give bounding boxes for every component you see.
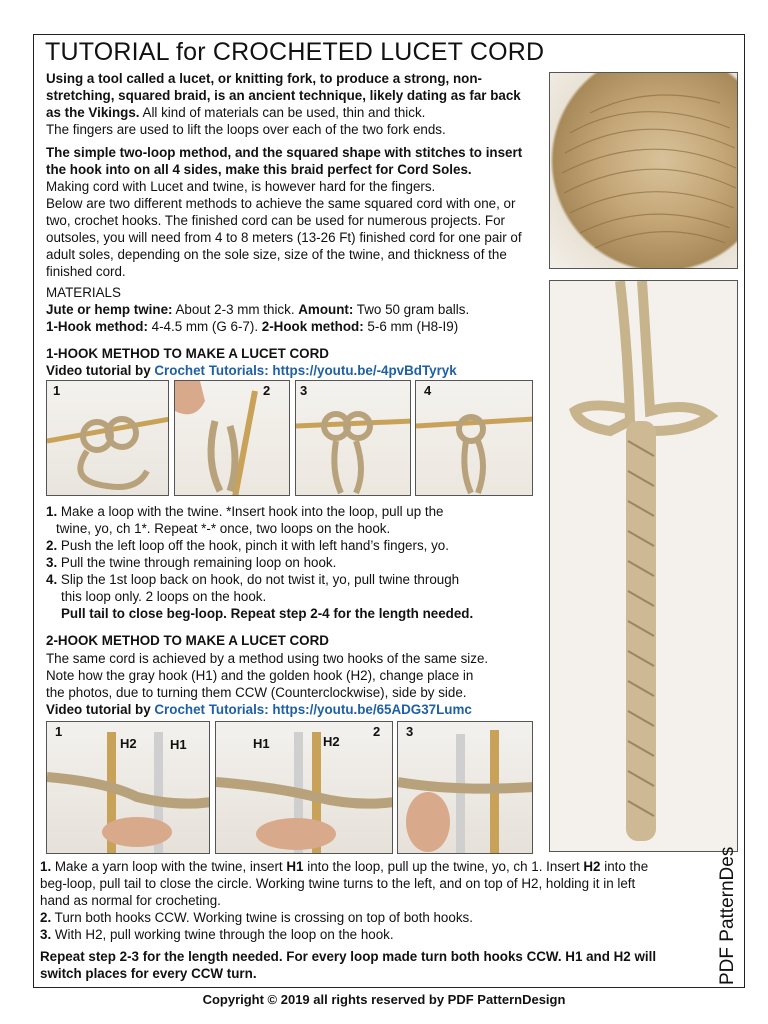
method1-photo-3: 3: [295, 380, 411, 496]
method1-photo-1: 1: [46, 380, 169, 496]
soles-rest2: Below are two different methods to achieve the same squared cord with one, or two, crochet hooks. The finished cord can be used for numerous projects. For outsoles, you will need from 4 to 8 meters (13-26 Ft) finished cord for one pair of adult soles, depending on the sole size, size of the twine, and thickness of the finished cord.: [46, 196, 522, 279]
soles-paragraph: [46, 144, 538, 280]
copyright-notice: Copyright © 2019 all rights reserved by PDF PatternDesign: [202, 992, 566, 1007]
method1-step-4: 4. Slip the 1st loop back on hook, do not twist it, yo, pull twine through: [46, 572, 460, 587]
method2-photo-2: 2 H1 H2: [215, 721, 393, 854]
method1-step-5: Pull tail to close beg-loop. Repeat step 2-4 for the length needed.: [61, 606, 474, 621]
method1-heading: 1-HOOK METHOD TO MAKE A LUCET CORD: [46, 346, 329, 361]
method2-step-2: 2. Turn both hooks CCW. Working twine is crossing on top of both hooks.: [40, 910, 473, 925]
method2-repeat-2: switch places for every CCW turn.: [40, 966, 257, 981]
method1-step-3: 3. Pull the twine through remaining loop on hook.: [46, 555, 337, 570]
method1-video-link[interactable]: Crochet Tutorials: https://youtu.be/-4pvBdTyryk: [154, 363, 457, 378]
method1-photo-2: 2: [174, 380, 290, 496]
soles-rest: Making cord with Lucet and twine, is however hard for the fingers.: [46, 179, 436, 194]
method1-step-1b: twine, yo, ch 1*. Repeat *-* once, two loops on the hook.: [56, 521, 391, 536]
method2-step-1-cont2: hand as normal for crocheting.: [40, 893, 221, 908]
method2-photo-1: 1 H2 H1: [46, 721, 210, 854]
method2-step-1-cont: beg-loop, pull tail to close the circle. Working twine turns to the left, and on top of H2, holding it in left: [40, 876, 636, 891]
method1-step-2: 2. Push the left loop off the hook, pinch it with left hand’s fingers, yo.: [46, 538, 449, 553]
materials-block: [46, 284, 546, 335]
intro-rest: All kind of materials can be used, thin and thick.: [139, 105, 426, 120]
materials-line-twine: Jute or hemp twine: About 2-3 mm thick. Amount: Two 50 gram balls.: [46, 302, 470, 317]
method1-step-4b: this loop only. 2 loops on the hook.: [61, 589, 267, 604]
materials-heading: MATERIALS: [46, 285, 121, 300]
intro-bold: Using a tool called a lucet, or knitting fork, to produce a strong, non-stretching, squared braid, is an ancient technique, likely dating as far back as the Vikings.: [46, 71, 521, 120]
method2-step-3: 3. With H2, pull working twine through the loop on the hook.: [40, 927, 394, 942]
method1-video-line: Video tutorial by Crochet Tutorials: https://youtu.be/-4pvBdTyryk: [46, 363, 457, 378]
soles-bold: The simple two-loop method, and the squared shape with stitches to insert the hook into on all 4 sides, make this braid perfect for Cord Soles.: [46, 145, 523, 177]
intro-line2: The fingers are used to lift the loops over each of the two fork ends.: [46, 122, 446, 137]
finished-cord-photo: [549, 280, 738, 852]
intro-paragraph: [46, 70, 538, 138]
method2-video-link[interactable]: Crochet Tutorials: https://youtu.be/65ADG37Lumc: [154, 702, 472, 717]
method2-repeat-1: Repeat step 2-3 for the length needed. For every loop made turn both hooks CCW. H1 and H2 will: [40, 949, 657, 964]
side-watermark: PDF PatternDes: [717, 846, 738, 985]
method2-photo-3: 3: [397, 721, 533, 854]
method1-step-1: 1. Make a loop with the twine. *Insert hook into the loop, pull up the: [46, 504, 444, 519]
materials-line-hooks: 1-Hook method: 4-4.5 mm (G 6-7). 2-Hook method: 5-6 mm (H8-I9): [46, 319, 459, 334]
method1-photo-4: 4: [415, 380, 533, 496]
method2-intro: The same cord is achieved by a method using two hooks of the same size. Note how the gray hook (H1) and the golden hook (H2), change place in the photos, due to turning them CCW (Counterclockwise), side by side. Video tutorial by Crochet Tutorials: https://youtu.be/65ADG37Lumc: [46, 651, 489, 717]
method2-step-1: 1. Make a yarn loop with the twine, insert H1 into the loop, pull up the twine, yo, ch 1. Insert H2 into the: [40, 859, 649, 874]
page-title: TUTORIAL for CROCHETED LUCET CORD: [45, 38, 545, 66]
twine-ball-photo: [549, 72, 738, 269]
method2-heading: 2-HOOK METHOD TO MAKE A LUCET CORD: [46, 633, 329, 648]
method1-steps: [46, 503, 541, 622]
method2-steps: [40, 858, 720, 982]
